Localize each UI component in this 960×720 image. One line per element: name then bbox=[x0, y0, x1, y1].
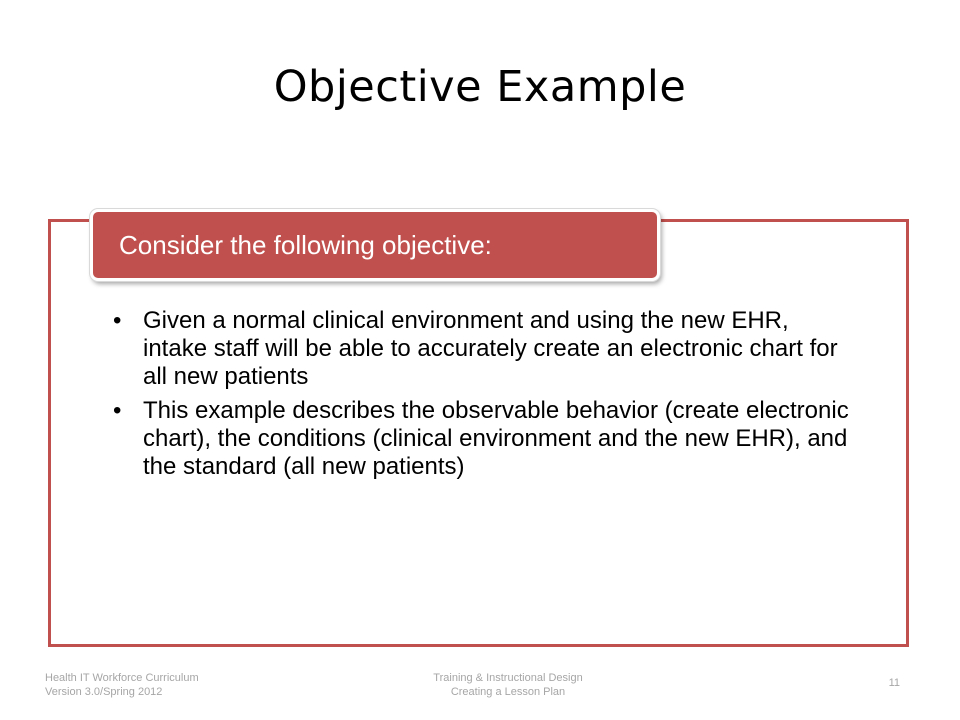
section-label-text: Consider the following objective: bbox=[119, 229, 492, 260]
footer-curriculum-name: Health IT Workforce Curriculum bbox=[45, 672, 199, 684]
footer-course-name: Training & Instructional Design bbox=[433, 672, 583, 684]
slide-title: Objective Example bbox=[273, 62, 687, 112]
bullet-item-1 bbox=[113, 307, 853, 391]
footer-version: Version 3.0/Spring 2012 bbox=[45, 686, 163, 698]
footer-course bbox=[360, 671, 656, 699]
bullet-marker: • bbox=[113, 397, 122, 424]
bullet-marker: • bbox=[113, 307, 122, 334]
bullet-text: This example describes the observable behavior (create electronic chart), the conditions (clinical environment and the new EHR), and the standard (all new patients) bbox=[143, 397, 849, 480]
section-label-box bbox=[90, 209, 660, 281]
bullet-item-2 bbox=[113, 397, 853, 481]
page-number: 11 bbox=[888, 677, 900, 689]
bullet-list bbox=[113, 307, 853, 487]
footer-lesson-name: Creating a Lesson Plan bbox=[450, 686, 566, 698]
bullet-text: Given a normal clinical environment and using the new EHR, intake staff will be able to accurately create an electronic chart for all new patients bbox=[143, 307, 838, 390]
footer-curriculum bbox=[45, 671, 199, 699]
